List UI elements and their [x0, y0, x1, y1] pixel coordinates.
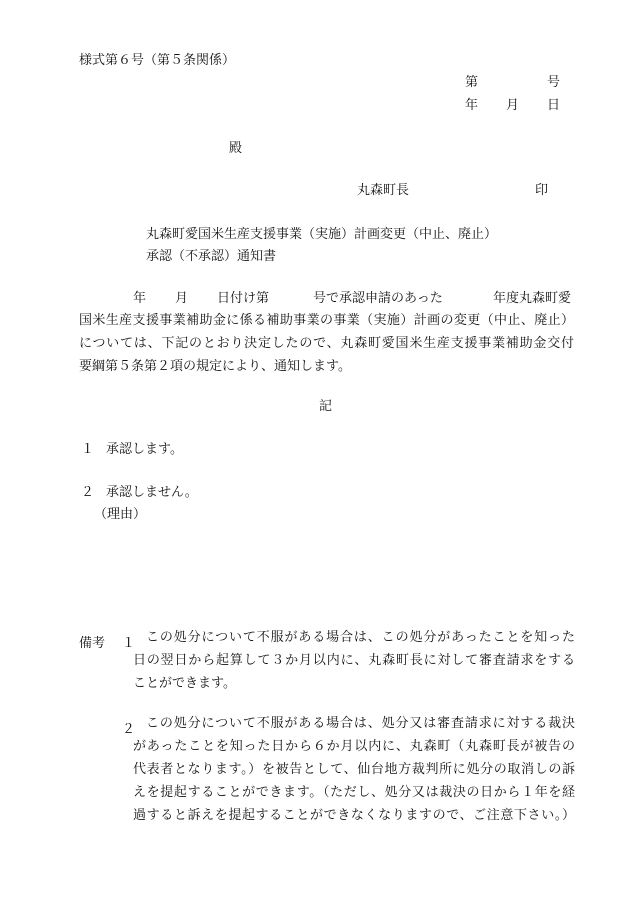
note-1-line-2: 日の翌日から起算して３か月以内に、丸森町長に対して審査請求をする — [133, 653, 575, 668]
document-number-label: 第 — [465, 75, 479, 90]
item-1-text: 承認します。 — [106, 442, 183, 457]
note-1-number: １ — [122, 636, 136, 651]
note-2-line-3: 代表者となります。）を被告として、仙台地方裁判所に処分の取消しの訴 — [133, 762, 575, 777]
issuer-title: 丸森町長 — [357, 183, 410, 198]
note-1-line-3: ことができます。 — [133, 676, 236, 691]
note-1-continuation — [133, 649, 575, 695]
body-year-label: 年 — [133, 291, 147, 306]
note-2-line-5: 過すると訴えを提起することができなくなりますので、ご注意下さい。） — [133, 808, 575, 823]
body-fiscal-year-ref: 年度丸森町愛 — [493, 291, 572, 306]
ki-heading: 記 — [319, 399, 333, 414]
date-day-label: 日 — [547, 98, 561, 113]
document-title-line-1: 丸森町愛国米生産支援事業（実施）計画変更（中止、廃止） — [146, 227, 498, 242]
body-paragraph — [79, 309, 574, 378]
item-2-number: ２ — [81, 485, 95, 500]
item-1-number: １ — [81, 442, 95, 457]
reason-label: （理由） — [94, 507, 147, 522]
document-title-line-2: 承認（不承認）通知書 — [146, 249, 277, 264]
note-2-line-2: があったことを知った日から６か月以内に、丸森町（丸森町長が被告の — [133, 739, 575, 754]
remarks-label: 備考 — [79, 636, 106, 651]
date-month-label: 月 — [506, 98, 520, 113]
body-date-ref: 日付け第 — [217, 291, 270, 306]
seal-mark: 印 — [535, 183, 549, 198]
form-label: 様式第６号（第５条関係） — [79, 53, 236, 68]
body-line-3: については、下記のとおり決定したので、丸森町愛国米生産支援事業補助金交付 — [79, 336, 574, 351]
note-2-line-1: この処分について不服がある場合は、処分又は審査請求に対する裁決 — [146, 716, 575, 731]
body-line-2: 国米生産支援事業補助金に係る補助事業の事業（実施）計画の変更（中止、廃止） — [79, 313, 574, 328]
note-1 — [146, 626, 575, 649]
note-2-number: ２ — [122, 722, 136, 737]
item-2-text: 承認しません。 — [106, 485, 198, 500]
body-line-4: 要綱第５条第２項の規定により、通知します。 — [79, 359, 351, 374]
document-number-suffix: 号 — [547, 75, 561, 90]
note-1-line-1: この処分について不服がある場合は、この処分があったことを知った — [146, 630, 575, 645]
note-2-continuation — [133, 735, 575, 827]
note-2 — [146, 712, 575, 735]
body-month-label: 月 — [175, 291, 189, 306]
note-2-line-4: えを提起することができます。（ただし、処分又は裁決の日から１年を経 — [133, 785, 575, 800]
date-year-label: 年 — [465, 98, 479, 113]
body-application-ref: 号で承認申請のあった — [313, 291, 443, 306]
addressee-suffix: 殿 — [229, 141, 243, 156]
